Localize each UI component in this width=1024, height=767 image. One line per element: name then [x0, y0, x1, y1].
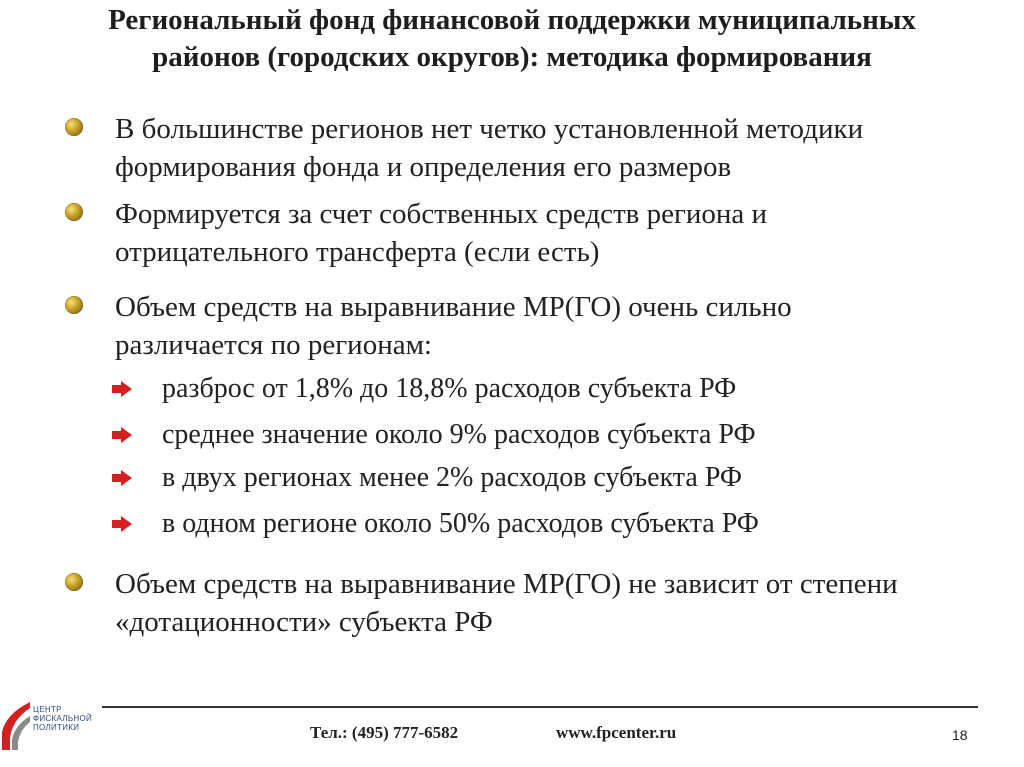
logo-text-line: ФИСКАЛЬНОЙ	[33, 714, 93, 723]
bullet-item	[115, 110, 995, 186]
gold-bullet-icon	[65, 573, 83, 591]
subbullet-item: среднее значение около 9% расходов субъекта РФ	[162, 419, 756, 450]
slide-title-line-2: районов (городских округов): методика формирования	[152, 41, 872, 73]
bullet-text-line: формирования фонда и определения его размеров	[115, 151, 732, 183]
subbullet-item: разброс от 1,8% до 18,8% расходов субъекта РФ	[162, 373, 737, 404]
footer-divider	[102, 706, 978, 708]
gold-bullet-icon	[65, 118, 83, 136]
bullet-text-line: Объем средств на выравнивание МР(ГО) не зависит от степени	[115, 568, 898, 600]
bullet-text-line: Объем средств на выравнивание МР(ГО) очень сильно	[115, 291, 792, 323]
slide-title-line-1: Региональный фонд финансовой поддержки муниципальных	[108, 4, 916, 36]
logo-text-line: ЦЕНТР	[33, 705, 62, 714]
gold-bullet-icon	[65, 203, 83, 221]
logo-text-line: ПОЛИТИКИ	[33, 723, 80, 732]
bullet-text-line: отрицательного трансферта (если есть)	[115, 236, 600, 268]
bullet-item	[115, 288, 995, 364]
center-fiscal-policy-logo	[0, 692, 100, 752]
red-arrow-icon	[112, 381, 132, 397]
subbullet-item: в одном регионе около 50% расходов субъекта РФ	[162, 508, 759, 539]
bullet-item	[115, 565, 995, 641]
bullet-text-line: различается по регионам:	[115, 329, 432, 361]
red-arrow-icon	[112, 427, 132, 443]
footer-website: www.fpcenter.ru	[556, 723, 677, 742]
subbullet-item: в двух регионах менее 2% расходов субъекта РФ	[162, 462, 743, 493]
bullet-text-line: «дотационности» субъекта РФ	[115, 606, 493, 638]
red-arrow-icon	[112, 470, 132, 486]
red-arrow-icon	[112, 516, 132, 532]
bullet-text-line: В большинстве регионов нет четко установленной методики	[115, 113, 864, 145]
gold-bullet-icon	[65, 296, 83, 314]
page-number: 18	[952, 727, 968, 743]
footer-phone: Тел.: (495) 777-6582	[310, 723, 459, 742]
bullet-text-line: Формируется за счет собственных средств региона и	[115, 198, 768, 230]
bullet-item	[115, 195, 995, 271]
slide-title	[20, 2, 1004, 76]
